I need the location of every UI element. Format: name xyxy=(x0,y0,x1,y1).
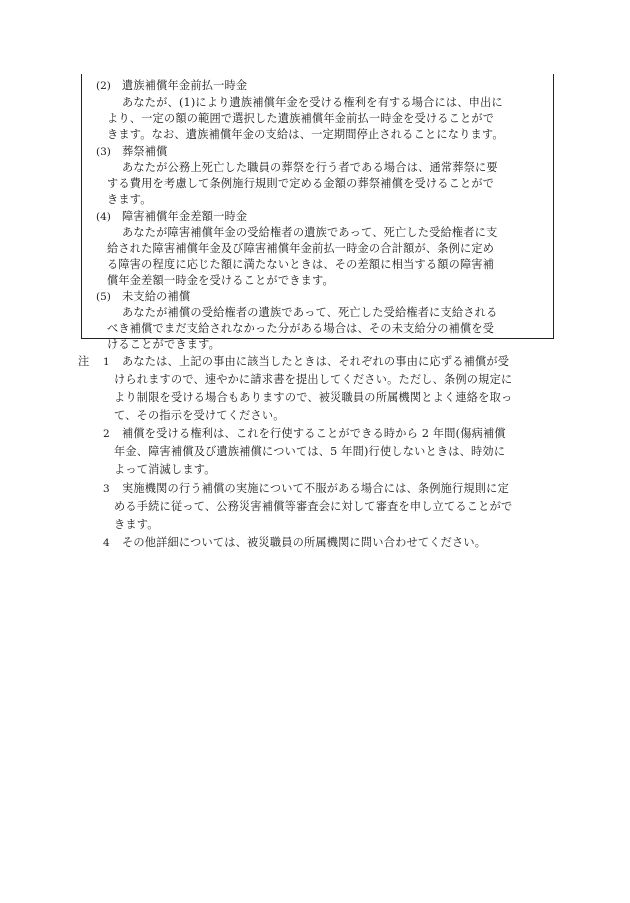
section-text-line: べき補償でまだ支給されなかった分がある場合は、その未支給分の補償を受 xyxy=(107,322,495,335)
note-text-line: けられますので、速やかに請求書を提出してください。ただし、条例の規定に xyxy=(114,373,513,386)
note-number: 2 xyxy=(103,428,110,440)
section-text-line: あなたが公務上死亡した職員の葬祭を行う者である場合は、通常葬祭に要 xyxy=(122,161,498,174)
section-text-line: きます。 xyxy=(107,193,152,206)
note-text-line: あなたは、上記の事由に該当したときは、それぞれの事由に応ずる補償が受 xyxy=(122,355,510,368)
note-text-line: よって消滅します。 xyxy=(114,463,216,476)
note-number: 1 xyxy=(103,356,110,368)
note-text-line: 年金、障害補償及び遺族補償については、5 年間)行使しないときは、時効に xyxy=(114,445,506,458)
section-text-line: 償年金差額一時金を受けることができます。 xyxy=(107,274,334,287)
section-text-line: あなたが補償の受給権者の遺族であって、死亡した受給権者に支給される xyxy=(122,306,498,319)
section-title: 障害補償年金差額一時金 xyxy=(122,210,248,223)
note-text-line: 実施機関の行う補償の実施について不服がある場合には、条例施行規則に定 xyxy=(122,482,509,495)
note-text-line: きます。 xyxy=(114,518,159,531)
section-text-line: きます。なお、遺族補償年金の支給は、一定期間停止されることになります。 xyxy=(107,128,504,141)
note-text-line: より制限を受ける場合もありますので、被災職員の所属機関とよく連絡を取っ xyxy=(114,391,513,404)
section-text-line: 給された障害補償年金及び障害補償年金前払一時金の合計額が、条例に定め xyxy=(107,242,495,255)
section-number: (3) xyxy=(96,146,111,158)
section-text-line: する費用を考慮して条例施行規則で定める金額の葬祭補償を受けることがで xyxy=(107,177,495,190)
section-title: 未支給の補償 xyxy=(122,290,191,303)
note-text-line: て、その指示を受けてください。 xyxy=(114,409,285,422)
section-title: 遺族補償年金前払一時金 xyxy=(122,79,248,92)
section-number: (2) xyxy=(96,80,111,92)
note-number: 4 xyxy=(103,537,110,549)
note-text-line: 補償を受ける権利は、これを行使することができる時から 2 年間(傷病補償 xyxy=(122,427,506,440)
section-text-line: あなたが、(1)により遺族補償年金を受ける権利を有する場合には、申出に xyxy=(122,96,503,109)
notes-label: 注 xyxy=(78,355,90,368)
section-number: (4) xyxy=(96,211,111,223)
section-text-line: より、一定の額の範囲で選択した遺族補償年金前払一時金を受けることがで xyxy=(107,112,495,125)
section-text-line: る障害の程度に応じた額に満たないときは、その差額に相当する額の障害補 xyxy=(107,258,495,271)
note-number: 3 xyxy=(103,483,110,495)
section-text-line: あなたが障害補償年金の受給権者の遺族であって、死亡した受給権者に支 xyxy=(122,226,498,239)
section-text-line: けることができます。 xyxy=(107,338,220,351)
section-number: (5) xyxy=(96,291,111,303)
section-title: 葬祭補償 xyxy=(122,145,168,158)
note-text-line: その他詳細については、被災職員の所属機関に問い合わせてください。 xyxy=(122,536,487,549)
note-text-line: める手続に従って、公務災害補償等審査会に対して審査を申し立てることがで xyxy=(114,500,513,513)
